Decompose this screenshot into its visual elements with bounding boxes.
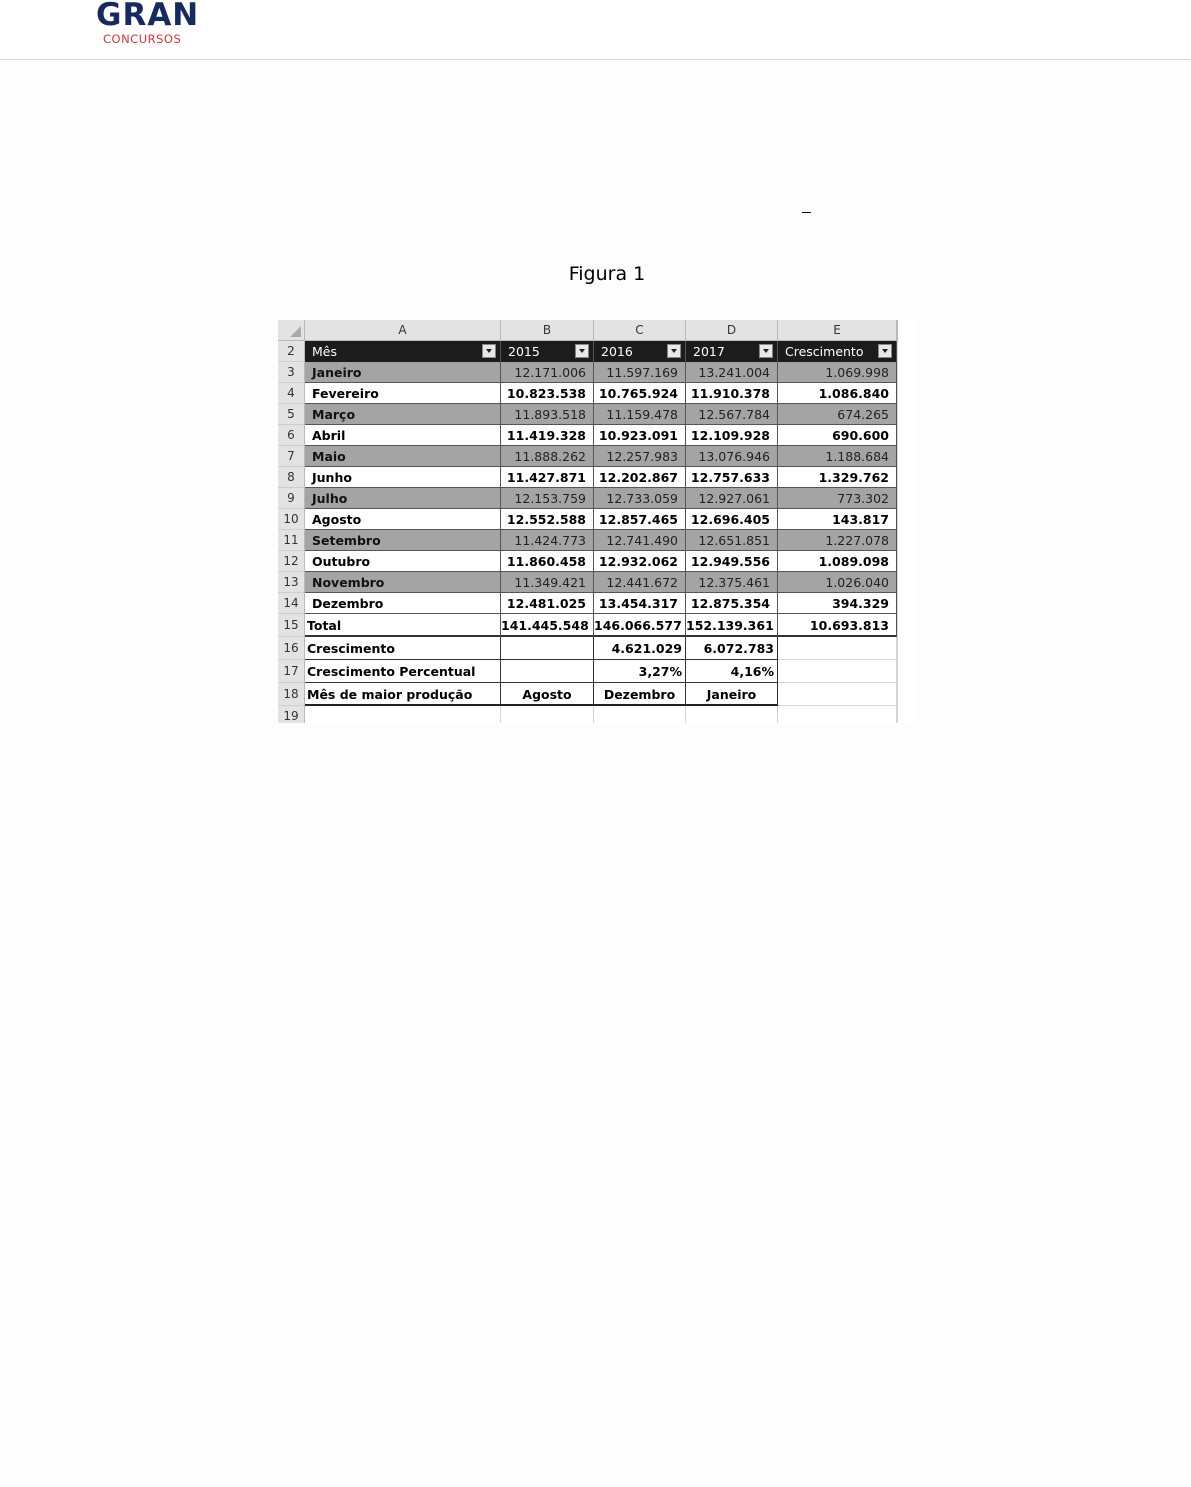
value-cell: 1.069.998 [778,362,897,383]
row-number: 9 [278,488,305,509]
empty-cell [897,383,898,404]
row-number: 13 [278,572,305,593]
row-number: 16 [278,637,305,660]
empty-cell [778,706,897,723]
value-cell: 12.481.025 [501,593,594,614]
summary-value [501,660,594,683]
summary-value: Agosto [501,683,594,706]
value-cell: 12.109.928 [686,425,778,446]
value-cell: 1.227.078 [778,530,897,551]
empty-cell [897,530,898,551]
row-number: 2 [278,341,305,362]
column-header-b[interactable]: B [501,320,594,341]
value-cell: 10.823.538 [501,383,594,404]
value-cell: 10.923.091 [594,425,686,446]
summary-value: 6.072.783 [686,637,778,660]
row-number: 6 [278,425,305,446]
value-cell: 1.026.040 [778,572,897,593]
corner-triangle-icon [290,326,301,337]
month-cell: Novembro [305,572,501,593]
empty-cell [686,706,778,723]
row-number: 12 [278,551,305,572]
value-cell: 1.329.762 [778,467,897,488]
summary-value [501,637,594,660]
value-cell: 12.932.062 [594,551,686,572]
empty-cell [897,683,898,706]
value-cell: 12.651.851 [686,530,778,551]
value-cell: 1.086.840 [778,383,897,404]
value-cell: 11.910.378 [686,383,778,404]
total-value: 141.445.548 [501,614,594,637]
month-cell: Fevereiro [305,383,501,404]
value-cell: 13.241.004 [686,362,778,383]
filter-dropdown-icon[interactable] [878,344,892,358]
table-header-cell: 2016 [594,341,686,362]
row-number: 7 [278,446,305,467]
empty-cell [897,467,898,488]
filter-dropdown-icon[interactable] [482,344,496,358]
value-cell: 12.927.061 [686,488,778,509]
row-number: 11 [278,530,305,551]
value-cell: 1.188.684 [778,446,897,467]
value-cell: 12.202.867 [594,467,686,488]
column-header-a[interactable]: A [305,320,501,341]
row-number: 8 [278,467,305,488]
row-number: 19 [278,706,305,723]
empty-cell [897,425,898,446]
value-cell: 12.375.461 [686,572,778,593]
month-cell: Outubro [305,551,501,572]
row-number: 5 [278,404,305,425]
filter-dropdown-icon[interactable] [667,344,681,358]
logo-subtitle: CONCURSOS [103,32,182,46]
value-cell: 11.159.478 [594,404,686,425]
empty-cell [897,362,898,383]
empty-cell [897,488,898,509]
row-number: 4 [278,383,305,404]
value-cell: 11.424.773 [501,530,594,551]
growth-label: Crescimento [305,637,501,660]
value-cell: 12.741.490 [594,530,686,551]
growth-percent-label: Crescimento Percentual [305,660,501,683]
figure-caption: Figura 1 [568,263,646,285]
gran-concursos-logo[interactable] [96,0,214,50]
value-cell: 12.949.556 [686,551,778,572]
filter-dropdown-icon[interactable] [759,344,773,358]
filter-dropdown-icon[interactable] [575,344,589,358]
empty-cell [778,660,897,683]
table-header-cell: 2017 [686,341,778,362]
value-cell: 12.153.759 [501,488,594,509]
month-cell: Março [305,404,501,425]
empty-cell [897,572,898,593]
select-all-corner[interactable] [278,320,305,341]
empty-cell [897,551,898,572]
value-cell: 12.441.672 [594,572,686,593]
value-cell: 773.302 [778,488,897,509]
empty-cell [305,706,501,723]
value-cell: 12.552.588 [501,509,594,530]
value-cell: 13.076.946 [686,446,778,467]
value-cell: 12.257.983 [594,446,686,467]
value-cell: 674.265 [778,404,897,425]
value-cell: 12.171.006 [501,362,594,383]
table-header-cell: Crescimento [778,341,897,362]
empty-cell [501,706,594,723]
column-header-d[interactable]: D [686,320,778,341]
empty-cell [897,637,898,660]
total-value: 10.693.813 [778,614,897,637]
summary-value: 4,16% [686,660,778,683]
empty-cell [897,614,898,637]
empty-cell [778,637,897,660]
value-cell: 11.597.169 [594,362,686,383]
spreadsheet-figure [278,320,915,723]
month-cell: Janeiro [305,362,501,383]
empty-cell [897,593,898,614]
month-cell: Setembro [305,530,501,551]
empty-cell [897,509,898,530]
summary-value: 3,27% [594,660,686,683]
row-number: 10 [278,509,305,530]
value-cell: 12.733.059 [594,488,686,509]
value-cell: 11.860.458 [501,551,594,572]
empty-cell [897,341,898,362]
value-cell: 11.427.871 [501,467,594,488]
value-cell: 1.089.098 [778,551,897,572]
value-cell: 12.875.354 [686,593,778,614]
page-header [0,0,1191,60]
month-cell: Maio [305,446,501,467]
value-cell: 11.419.328 [501,425,594,446]
table-header-cell: Mês [305,341,501,362]
value-cell: 11.349.421 [501,572,594,593]
value-cell: 143.817 [778,509,897,530]
value-cell: 11.888.262 [501,446,594,467]
value-cell: 12.567.784 [686,404,778,425]
value-cell: 12.857.465 [594,509,686,530]
empty-cell [897,660,898,683]
month-cell: Abril [305,425,501,446]
empty-cell [897,706,898,723]
summary-value: 4.621.029 [594,637,686,660]
row-number: 15 [278,614,305,637]
column-header-empty [897,320,898,341]
value-cell: 10.765.924 [594,383,686,404]
total-value: 152.139.361 [686,614,778,637]
value-cell: 394.329 [778,593,897,614]
max-month-label: Mês de maior produção [305,683,501,706]
summary-value: Janeiro [686,683,778,706]
total-label: Total [305,614,501,637]
row-number: 3 [278,362,305,383]
value-cell: 12.696.405 [686,509,778,530]
empty-cell [897,404,898,425]
empty-cell [594,706,686,723]
value-cell: 12.757.633 [686,467,778,488]
row-number: 14 [278,593,305,614]
table-header-cell: 2015 [501,341,594,362]
month-cell: Agosto [305,509,501,530]
underscore-mark [802,212,811,213]
month-cell: Julho [305,488,501,509]
empty-cell [778,683,897,706]
row-number: 17 [278,660,305,683]
value-cell: 13.454.317 [594,593,686,614]
month-cell: Dezembro [305,593,501,614]
value-cell: 11.893.518 [501,404,594,425]
column-header-e[interactable]: E [778,320,897,341]
summary-value: Dezembro [594,683,686,706]
logo-wordmark: GRAN [96,0,200,33]
empty-cell [897,446,898,467]
row-number: 18 [278,683,305,706]
value-cell: 690.600 [778,425,897,446]
column-header-c[interactable]: C [594,320,686,341]
total-value: 146.066.577 [594,614,686,637]
month-cell: Junho [305,467,501,488]
